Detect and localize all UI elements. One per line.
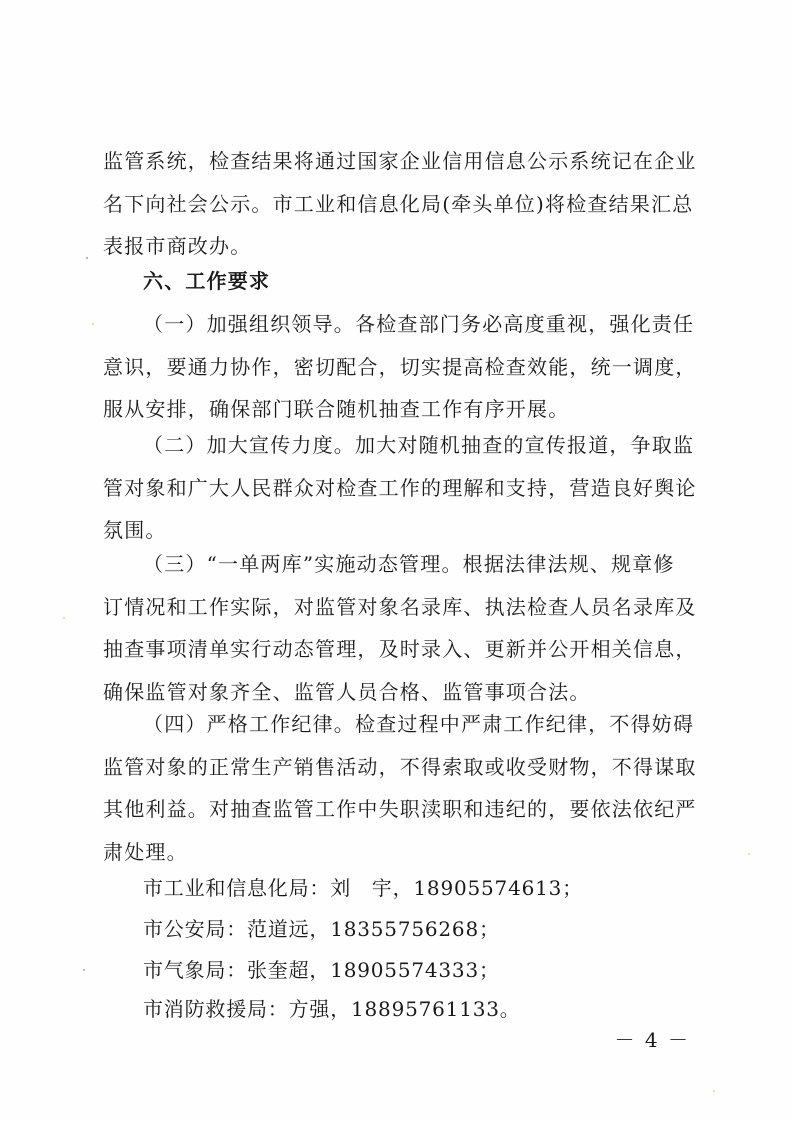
contact-line-fire: 市消防救援局：方强，18895761133。 [143, 997, 521, 1021]
scan-speck [83, 969, 85, 971]
intro-line: 名下向社会公示。市工业和信息化局(牵头单位)将检查结果汇总 [103, 191, 694, 216]
page-number: － 4 － [614, 1028, 690, 1052]
requirement-item-3 [103, 543, 703, 713]
scan-speck [748, 853, 750, 855]
requirement-item-1 [103, 303, 703, 431]
item-line: 服从安排，确保部门联合随机抽查工作有序开展。 [103, 397, 570, 421]
intro-paragraph [103, 140, 703, 268]
item-line: （三）“一单两库”实施动态管理。根据法律法规、规章修 [143, 552, 675, 576]
item-line: 监管对象的正常生产销售活动，不得索取或收受财物，不得谋取 [103, 754, 697, 779]
section-heading: 六、工作要求 [143, 269, 271, 293]
item-line: （二）加大宣传力度。加大对随机抽查的宣传报道，争取监 [143, 433, 695, 457]
requirement-item-2 [103, 424, 703, 552]
item-line: 订情况和工作实际，对监管对象名录库、执法检查人员名录库及 [103, 594, 697, 619]
item-line: 其他利益。对抽查监管工作中失职渎职和违纪的，要依法依纪严 [103, 797, 697, 821]
contact-line-industry: 市工业和信息化局：刘 宇，18905574613； [143, 876, 583, 900]
intro-line: 监管系统，检查结果将通过国家企业信用信息公示系统记在企业 [103, 149, 697, 173]
item-line: 管对象和广大人民群众对检查工作的理解和支持，营造良好舆论 [103, 475, 697, 500]
item-line: 抽查事项清单实行动态管理，及时录入、更新并公开相关信息， [103, 637, 697, 661]
item-line: 确保监管对象齐全、监管人员合格、监管事项合法。 [103, 679, 591, 704]
item-line: 意识，要通力协作，密切配合，切实提高检查效能，统一调度， [103, 354, 697, 379]
scan-speck [713, 1090, 715, 1092]
contact-line-police: 市公安局：范道远，18355756268； [143, 917, 500, 941]
item-line: （四）严格工作纪律。检查过程中严肃工作纪律，不得妨碍 [143, 712, 695, 736]
scan-speck [92, 323, 94, 325]
contact-line-weather: 市气象局：张奎超，18905574333； [143, 958, 500, 982]
scan-speck [63, 617, 65, 619]
scan-speck [86, 257, 88, 259]
item-line: （一）加强组织领导。各检查部门务必高度重视，强化责任 [143, 312, 695, 336]
item-line: 肃处理。 [103, 839, 188, 864]
item-line: 氛围。 [103, 518, 167, 542]
requirement-item-4 [103, 703, 703, 873]
intro-line: 表报市商改办。 [103, 234, 252, 258]
